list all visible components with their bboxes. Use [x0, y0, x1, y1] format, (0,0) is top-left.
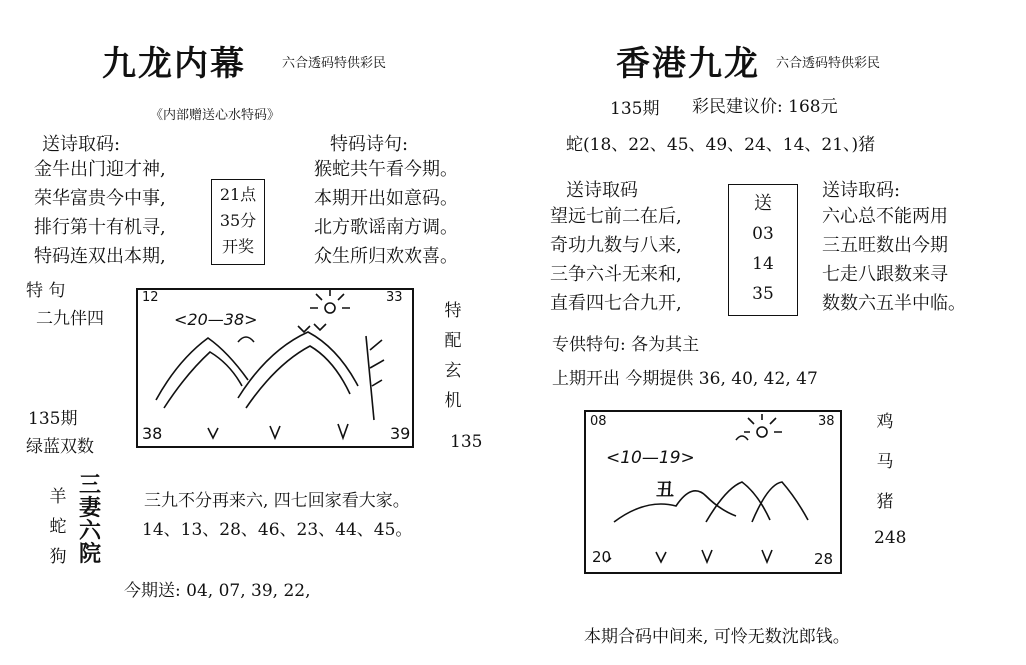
- left-pic-bottom-right: 39: [390, 424, 411, 443]
- right-issue: 135期: [610, 99, 660, 119]
- left-special-label: 特码诗句:: [330, 134, 409, 155]
- right-pic-top-right: 38: [818, 414, 835, 429]
- poem-line: 特码连双出本期,: [34, 246, 166, 267]
- right-poem-label-left: 送诗取码: [566, 180, 638, 201]
- right-sketch-frame: [584, 410, 842, 574]
- special-line: 众生所归欢欢喜。: [314, 246, 458, 267]
- animal: 羊: [49, 487, 67, 507]
- left-poem-label: 送诗取码:: [42, 134, 121, 155]
- poem-line: 六心总不能两用: [822, 206, 948, 227]
- left-issue: 135期: [28, 409, 78, 429]
- right-poem-right: [822, 202, 966, 318]
- right-pic-range: <10—19>: [606, 448, 695, 468]
- animal: 狗: [49, 547, 67, 567]
- mountain-sketch: [586, 412, 840, 572]
- left-verse: 三九不分再来六, 四七回家看大家。: [144, 491, 410, 511]
- special-line: 猴蛇共午看今期。: [314, 159, 458, 180]
- draw-time-box: [211, 179, 265, 265]
- right-pic-bottom-right: 28: [814, 550, 834, 568]
- left-pic-top-right: 33: [386, 290, 403, 305]
- three-wives-six-courts: [76, 474, 104, 566]
- animal: 蛇: [49, 517, 67, 537]
- right-footer: 本期合码中间来, 可怜无数沈郎钱。: [584, 627, 850, 647]
- poem-line: 排行第十有机寻,: [34, 217, 166, 238]
- poem-line: 三争六斗无来和,: [550, 264, 682, 285]
- send-label: 送: [754, 193, 772, 214]
- send-number: 03: [752, 224, 774, 244]
- side-animal: 马: [876, 452, 894, 472]
- wives-char: 六: [78, 518, 101, 544]
- poem-line: 三五旺数出今期: [822, 235, 948, 256]
- left-issue-num: 135: [450, 432, 483, 452]
- send-number-box: [728, 184, 798, 316]
- wives-char: 院: [78, 541, 101, 567]
- poem-line: 荣华富贵今中事,: [34, 188, 166, 209]
- side-char: 玄: [444, 361, 462, 381]
- left-numbers: 14、13、28、46、23、44、45。: [142, 520, 413, 540]
- draw-time-hour: 21点: [219, 185, 257, 204]
- poem-line: 数数六五半中临。: [822, 293, 966, 314]
- left-note: 《内部赠送心水特码》: [150, 108, 281, 123]
- left-today-send: 今期送: 04, 07, 39, 22,: [124, 581, 311, 601]
- right-poem-left: [550, 202, 682, 318]
- left-sketch-frame: [136, 288, 414, 448]
- poem-line: 望远七前二在后,: [550, 206, 682, 227]
- suggested-price: 彩民建议价: 168元: [692, 97, 838, 117]
- right-title: 香港九龙: [616, 44, 760, 84]
- grass-marks: [138, 290, 412, 446]
- left-title: 九龙内幕: [102, 44, 246, 84]
- right-subtitle: 六合透码特供彩民: [776, 56, 881, 71]
- left-animals: [46, 482, 70, 572]
- right-pic-top-left: 08: [590, 414, 607, 429]
- left-pic-top-left: 12: [142, 290, 159, 305]
- green-blue-even: 绿蓝双数: [26, 437, 94, 457]
- side-char: 特: [444, 301, 462, 321]
- right-pic-bottom-left: 20: [592, 548, 612, 566]
- draw-time-label: 开奖: [221, 237, 254, 256]
- last-issue-numbers: 上期开出 今期提供 36, 40, 42, 47: [552, 369, 818, 389]
- draw-time-minute: 35分: [219, 211, 257, 230]
- wives-char: 三: [78, 472, 101, 498]
- poem-line: 金牛出门迎才神,: [34, 159, 166, 180]
- side-char: 配: [444, 331, 462, 351]
- left-poem-lines: [34, 155, 166, 271]
- side-char: 机: [444, 391, 462, 411]
- te-ju-label: 特 句: [26, 281, 66, 301]
- right-poem-label-right: 送诗取码:: [822, 180, 901, 201]
- poem-line: 七走八跟数来寻: [822, 264, 948, 285]
- send-number: 35: [752, 284, 774, 304]
- right-side-num: 248: [874, 528, 907, 548]
- poem-line: 奇功九数与八来,: [550, 235, 682, 256]
- left-special-lines: [314, 155, 458, 271]
- send-number: 14: [752, 254, 774, 274]
- left-pic-range: <20—38>: [174, 310, 258, 329]
- special-line: 本期开出如意码。: [314, 188, 458, 209]
- right-side-animals: [872, 402, 898, 522]
- special-line: 北方歌谣南方调。: [314, 217, 458, 238]
- side-animal: 猪: [876, 492, 894, 512]
- snake-pig-numbers: 蛇(18、22、45、49、24、14、21、)猪: [566, 135, 876, 155]
- special-phrase: 专供特句: 各为其主: [552, 335, 700, 355]
- right-pic-chou: 丑: [656, 480, 674, 501]
- poem-line: 直看四七合九开,: [550, 293, 682, 314]
- wives-char: 妻: [78, 495, 101, 521]
- left-pic-bottom-left: 38: [142, 424, 163, 443]
- side-animal: 鸡: [876, 412, 894, 432]
- left-side-chars: [440, 296, 466, 416]
- te-ju-value: 二九伴四: [36, 309, 104, 329]
- left-subtitle: 六合透码特供彩民: [282, 56, 387, 71]
